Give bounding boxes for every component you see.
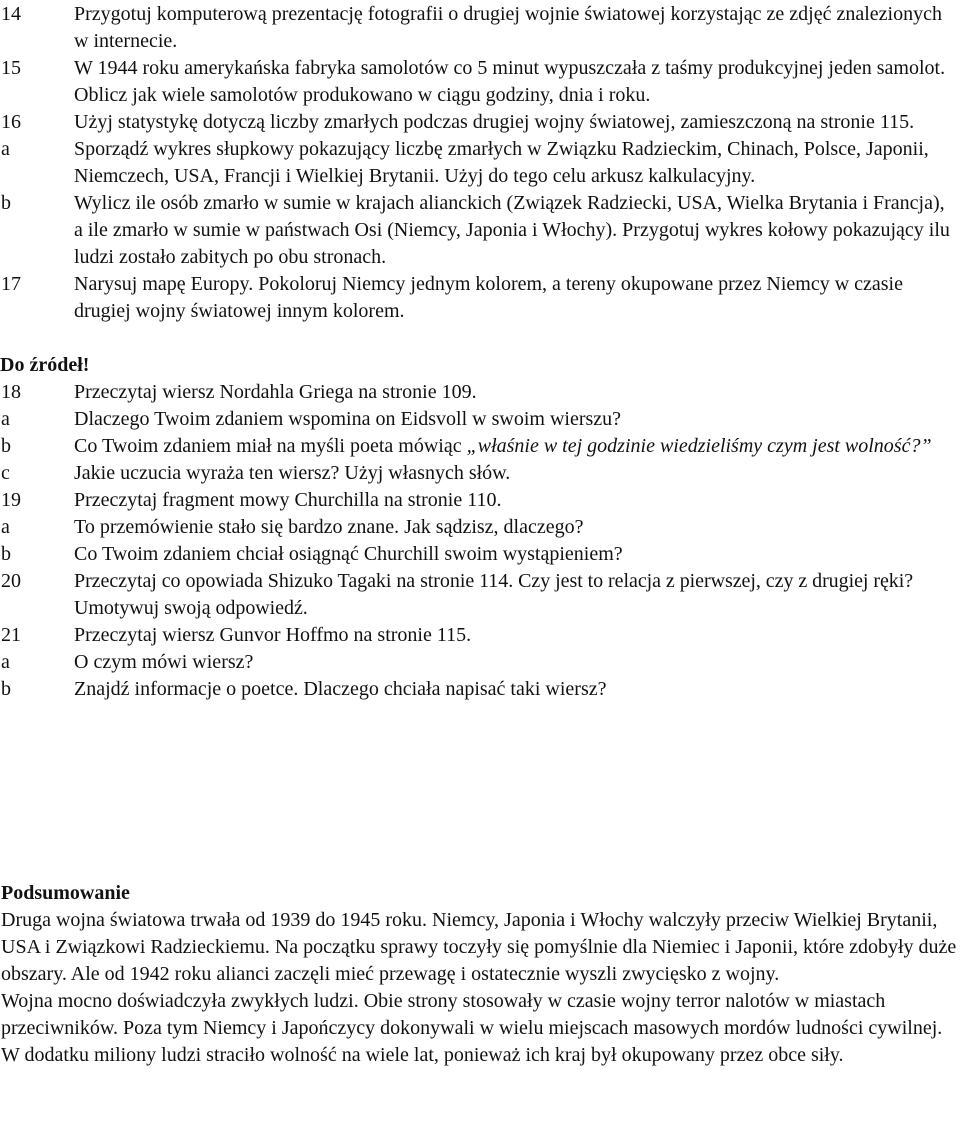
question-text-lead: Co Twoim zdaniem miał na myśli poeta mówiąc — [74, 435, 467, 457]
task-number: 15 — [1, 57, 21, 79]
question-item — [0, 622, 958, 649]
question-number: 20 — [1, 570, 21, 592]
task-number: 14 — [1, 3, 21, 25]
sources-heading: Do źródeł! — [0, 354, 90, 376]
question-text: Przeczytaj wiersz Gunvor Hoffmo na stronie 115. — [74, 624, 472, 646]
summary-section — [1, 880, 958, 1069]
question-number: c — [1, 462, 10, 484]
question-text: Dlaczego Twoim zdaniem wspomina on Eidsvoll w swoim wierszu? — [74, 408, 622, 430]
spacer — [0, 325, 958, 352]
question-number: a — [1, 651, 10, 673]
task-number: 17 — [1, 273, 21, 295]
task-number: 16 — [1, 111, 21, 133]
question-item — [0, 433, 958, 460]
task-item — [0, 136, 958, 190]
task-list — [0, 1, 958, 703]
question-text: Przeczytaj wiersz Nordahla Griega na stronie 109. — [74, 381, 477, 403]
task-text: Narysuj mapę Europy. Pokoloruj Niemcy jednym kolorem, a tereny okupowane przez Niemcy w czasie drugiej wojny światowej innym kolorem. — [74, 273, 903, 322]
summary-heading: Podsumowanie — [1, 882, 130, 904]
question-item — [0, 676, 958, 703]
question-text — [74, 433, 958, 460]
question-number: a — [1, 408, 10, 430]
task-number: b — [1, 192, 11, 214]
sources-heading-row — [0, 352, 958, 379]
question-text: Przeczytaj co opowiada Shizuko Tagaki na stronie 114. Czy jest to relacja z pierwszej, czy z drugiej ręki? Umotywuj swoją odpowiedź. — [74, 570, 914, 619]
question-number: 21 — [1, 624, 21, 646]
question-item — [0, 649, 958, 676]
question-number: b — [1, 543, 11, 565]
question-number: 19 — [1, 489, 21, 511]
task-text: Przygotuj komputerową prezentację fotografii o drugiej wojnie światowej korzystając ze zdjęć znalezionych w internecie. — [74, 3, 942, 52]
question-number: b — [1, 435, 11, 457]
task-item — [0, 1, 958, 55]
poem-quote: „właśnie w tej godzinie wiedzieliśmy czym jest wolność?” — [466, 435, 932, 457]
question-item — [0, 514, 958, 541]
question-text: Znajdź informacje o poetce. Dlaczego chciała napisać taki wiersz? — [74, 678, 607, 700]
summary-paragraph: Druga wojna światowa trwała od 1939 do 1945 roku. Niemcy, Japonia i Włochy walczyły przeciw Wielkiej Brytanii, USA i Związkowi Radzieckiemu. Na początku sprawy toczyły się pomyślnie dla Niemiec i Japonii, które zdobyły duże obszary. Ale od 1942 roku alianci zaczęli mieć przewagę i ostatecznie wyszli zwycięsko z wojny. — [1, 909, 957, 985]
task-text: Użyj statystykę dotyczą liczby zmarłych podczas drugiej wojny światowej, zamieszczoną na stronie 115. — [74, 111, 915, 133]
question-text: Przeczytaj fragment mowy Churchilla na stronie 110. — [74, 489, 502, 511]
question-text: O czym mówi wiersz? — [74, 651, 254, 673]
question-item — [0, 568, 958, 622]
task-item — [0, 109, 958, 136]
question-item — [0, 487, 958, 514]
task-text: Wylicz ile osób zmarło w sumie w krajach alianckich (Związek Radziecki, USA, Wielka Brytania i Francja), a ile zmarło w sumie w państwach Osi (Niemcy, Japonia i Włochy). Przygotuj wykres kołowy pokazujący ilu ludzi zostało zabitych po obu stronach. — [74, 192, 950, 268]
question-text: To przemówienie stało się bardzo znane. Jak sądzisz, dlaczego? — [74, 516, 584, 538]
question-item — [0, 541, 958, 568]
question-item — [0, 379, 958, 406]
question-number: a — [1, 516, 10, 538]
question-number: b — [1, 678, 11, 700]
question-number: 18 — [1, 381, 21, 403]
question-text: Jakie uczucia wyraża ten wiersz? Użyj własnych słów. — [74, 462, 511, 484]
task-text: W 1944 roku amerykańska fabryka samolotów co 5 minut wypuszczała z taśmy produkcyjnej jeden samolot. Oblicz jak wiele samolotów produkowano w ciągu godziny, dnia i roku. — [74, 57, 946, 106]
summary-paragraph: Wojna mocno doświadczyła zwykłych ludzi. Obie strony stosowały w czasie wojny terror nalotów w miastach przeciwników. Poza tym Niemcy i Japończycy dokonywali w wielu miejscach masowych mordów ludności cywilnej. W dodatku miliony ludzi straciło wolność na wiele lat, ponieważ ich kraj był okupowany przez obce siły. — [1, 990, 943, 1066]
task-number: a — [1, 138, 10, 160]
task-item — [0, 190, 958, 271]
task-text: Sporządź wykres słupkowy pokazujący liczbę zmarłych w Związku Radzieckim, Chinach, Polsce, Japonii, Niemczech, USA, Francji i Wielkiej Brytanii. Użyj do tego celu arkusz kalkulacyjny. — [74, 138, 929, 187]
question-item — [0, 460, 958, 487]
question-text: Co Twoim zdaniem chciał osiągnąć Churchill swoim wystąpieniem? — [74, 543, 623, 565]
task-item — [0, 271, 958, 325]
question-item — [0, 406, 958, 433]
task-item — [0, 55, 958, 109]
